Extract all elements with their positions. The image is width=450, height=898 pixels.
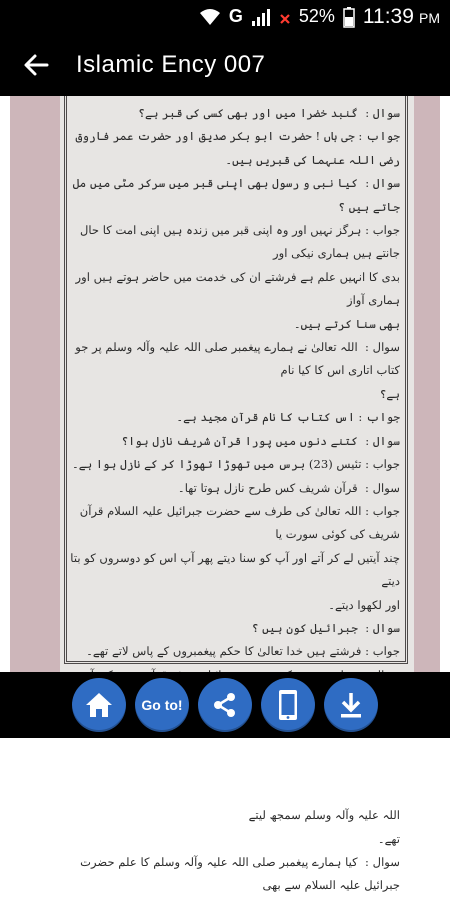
- page-line: چند آیتیں لے کر آتے اور آپ کو سنا دیتے پھر آپ اس کو دوسروں کو بتا دیتے: [66, 550, 400, 589]
- goto-button[interactable]: [135, 678, 189, 732]
- page-line: تھے۔: [377, 831, 400, 846]
- page-title: Islamic Ency 007: [76, 50, 266, 78]
- page-line: سوال : کتنے دنوں میں پورا قرآن شریف نازل ہوا؟: [121, 433, 400, 448]
- status-bar: [0, 0, 450, 33]
- page-line: جواب : ہرگز نہیں اور وہ اپنی قبر میں زندہ ہیں اپنی امت کا حال جانتے ہیں ہماری نیکی اور: [76, 223, 400, 261]
- page-line: اللہ علیہ وآلہ وسلم سمجھ لیتے: [248, 808, 400, 823]
- page-line: جواب : اس کتاب کا نام قرآن مجید ہے۔: [176, 410, 400, 425]
- no-sim-icon: [279, 5, 291, 29]
- page-line: جواب : جی ہاں ! حضرت ابو بکر صدیق اور حضرت عمر فاروق رضی اللہ عنہما کی قبریں ہیں۔: [71, 129, 400, 167]
- network-type: G: [228, 6, 243, 26]
- bottom-toolbar: [0, 672, 450, 738]
- home-button[interactable]: [72, 678, 126, 732]
- clock-time: 11:39: [362, 4, 414, 28]
- battery-icon: [343, 7, 355, 27]
- share-icon: [211, 691, 239, 719]
- wifi-icon: [199, 8, 221, 26]
- status-icons: [199, 0, 450, 33]
- page-line: سوال : جبرائیل کون ہیں ؟: [251, 620, 400, 635]
- back-button[interactable]: [8, 33, 64, 96]
- download-icon: [338, 691, 364, 719]
- page-line: سوال : قرآن شریف کس طرح نازل ہوتا تھا۔: [177, 480, 400, 495]
- page-line: بھی سنا کرتے ہیں۔: [293, 316, 400, 331]
- page-line: بدی کا انہیں علم ہے فرشتے ان کی خدمت میں حاضر ہوتے ہیں اور ہماری آواز: [71, 269, 400, 308]
- page-line: جواب : تئیس (23) برس میں تھوڑا تھوڑا کر کے نازل ہوا ہے۔: [71, 457, 400, 472]
- arrow-left-icon: [23, 52, 49, 78]
- page-line: سوال : اللہ تعالیٰ نے ہمارے پیغمبر صلی اللہ علیہ وآلہ وسلم پر جو کتاب اتاری اس کا کیا نام: [71, 340, 400, 378]
- page-line: جواب : فرشتے ہیں خدا تعالیٰ کا حکم پیغمبروں کے پاس لاتے تھے۔: [86, 644, 400, 659]
- page-line: ہے؟: [379, 386, 400, 401]
- phone-button[interactable]: [261, 678, 315, 732]
- phone-icon: [277, 689, 299, 721]
- blank-area: [0, 738, 450, 800]
- page-line: سوال : کیا ہمارے پیغمبر صلی اللہ علیہ وآلہ وسلم کا علم حضرت جبرائیل علیہ السلام سے بھی: [76, 855, 400, 893]
- clock: [363, 5, 440, 29]
- clock-ampm: PM: [419, 9, 440, 26]
- page-line: سوال : کیا نبی و رسول بھی اپنی قبر میں سرکر مٹی میں مل جاتے ہیں ؟: [69, 176, 400, 214]
- signal-icon: [251, 7, 271, 27]
- goto-label: Go to!: [141, 697, 183, 713]
- home-icon: [84, 691, 114, 719]
- battery-percent: 52%: [298, 6, 335, 26]
- page-line: سوال : گنبد خضرا میں اور بھی کسی کی قبر ہے؟: [138, 106, 400, 120]
- page-line: جواب : اللہ تعالیٰ کی طرف سے حضرت جبرائیل علیہ السلام قرآن شریف کی کوئی سورت یا: [76, 503, 400, 542]
- share-button[interactable]: [198, 678, 252, 732]
- page-line: اور لکھوا دیتے۔: [328, 597, 400, 612]
- app-bar: [0, 33, 450, 96]
- download-button[interactable]: [324, 678, 378, 732]
